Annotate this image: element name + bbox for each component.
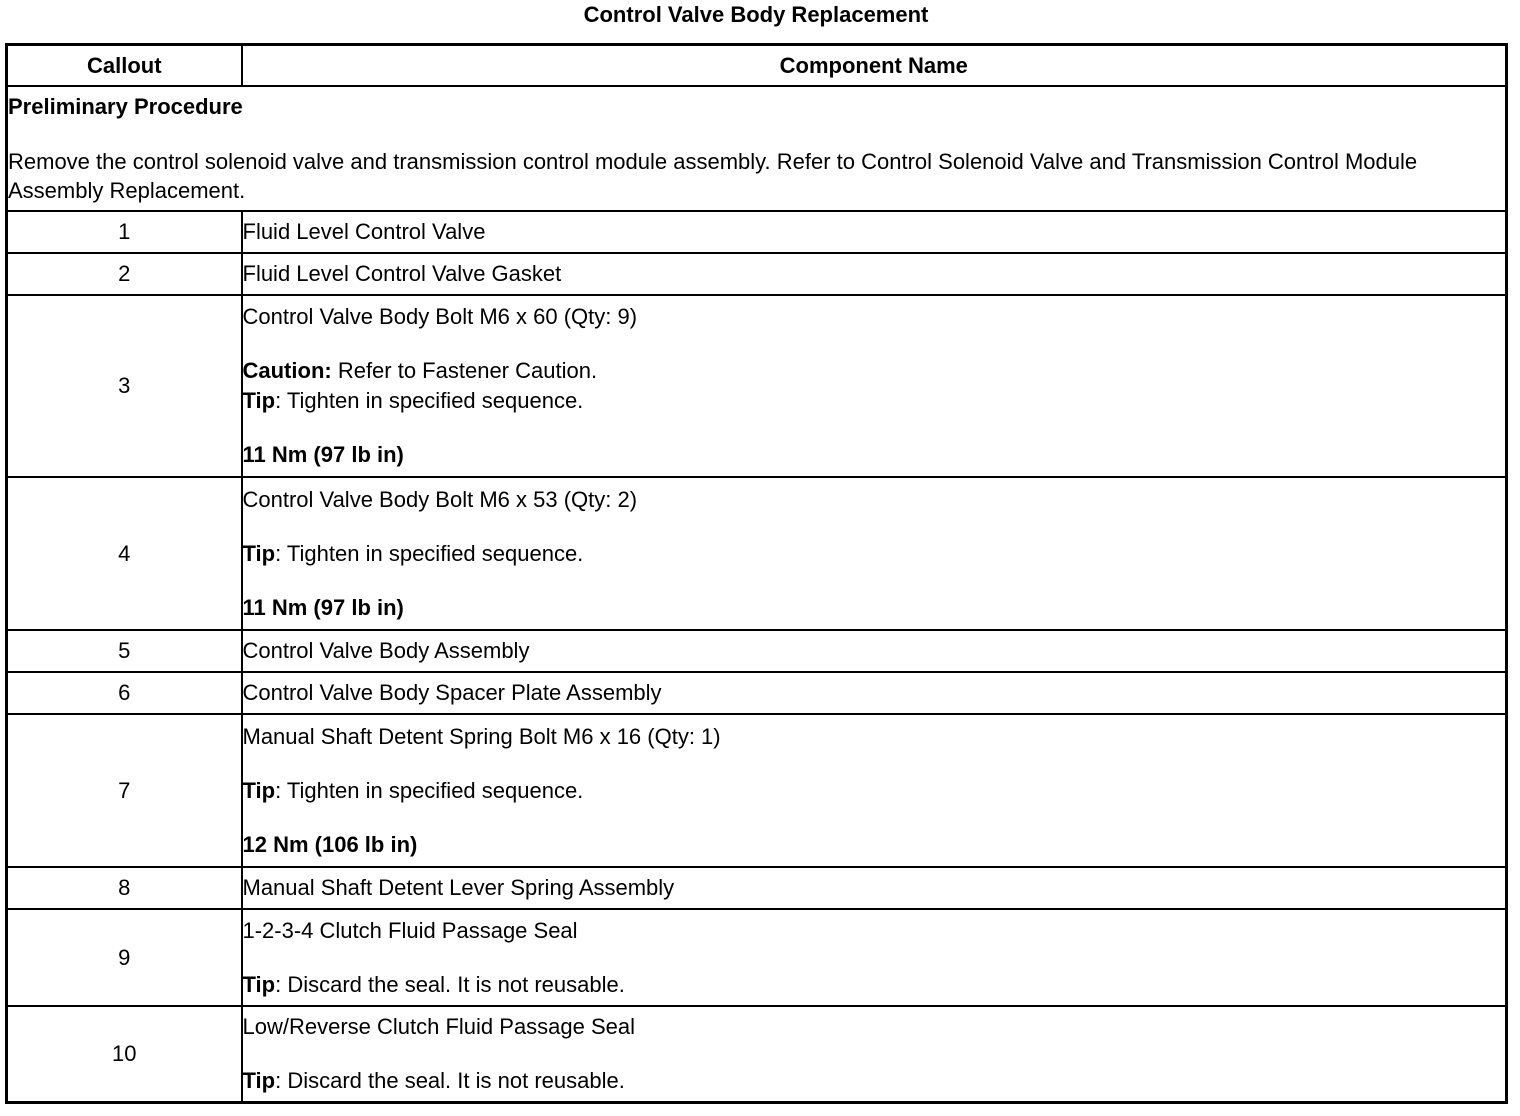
component-name: Manual Shaft Detent Lever Spring Assembly: [242, 867, 1507, 909]
callout-number: 9: [7, 909, 242, 1006]
tip-note: [243, 386, 1506, 416]
component-name-cell: [242, 295, 1507, 477]
table-row: [7, 295, 1507, 477]
tip-note: [243, 539, 1506, 569]
tip-text: : Tighten in specified sequence.: [275, 540, 584, 566]
component-name-cell: [242, 714, 1507, 867]
tip-text: : Tighten in specified sequence.: [275, 777, 584, 803]
table-row: [7, 630, 1507, 672]
table-row: [7, 714, 1507, 867]
caution-note: [243, 356, 1506, 386]
table-row: [7, 1006, 1507, 1102]
table-row: [7, 477, 1507, 630]
component-name: Fluid Level Control Valve Gasket: [242, 253, 1507, 295]
callout-number: 6: [7, 672, 242, 714]
component-name: Fluid Level Control Valve: [242, 211, 1507, 253]
tip-text: : Discard the seal. It is not reusable.: [275, 1067, 625, 1093]
preliminary-procedure-text: Remove the control solenoid valve and transmission control module assembly. Refer to Control Solenoid Valve and Transmission Control Module Assembly Replacement.: [8, 149, 1418, 203]
table-header-row: [7, 45, 1507, 87]
component-name: Control Valve Body Bolt M6 x 60 (Qty: 9): [242, 304, 638, 329]
preliminary-procedure-row: [7, 86, 1507, 211]
component-name: Control Valve Body Spacer Plate Assembly: [242, 672, 1507, 714]
torque-spec: 11 Nm (97 lb in): [242, 594, 404, 620]
table-row: [7, 253, 1507, 295]
callout-number: 8: [7, 867, 242, 909]
table-row: [7, 909, 1507, 1006]
caution-text: Refer to Fastener Caution.: [331, 358, 598, 383]
tip-label: Tip: [242, 388, 276, 413]
callout-number: 3: [7, 295, 242, 477]
tip-note: [243, 970, 1506, 1000]
component-name-cell: [242, 909, 1507, 1006]
component-name-column-header: Component Name: [242, 45, 1507, 87]
component-name: Low/Reverse Clutch Fluid Passage Seal: [242, 1013, 636, 1039]
tip-label: Tip: [242, 1067, 276, 1093]
component-name: Control Valve Body Bolt M6 x 53 (Qty: 2): [242, 486, 638, 512]
callout-number: 10: [7, 1006, 242, 1102]
page-title: Control Valve Body Replacement: [583, 2, 929, 27]
component-name-cell: [242, 477, 1507, 630]
table-row: [7, 211, 1507, 253]
component-table: [5, 43, 1508, 1104]
torque-spec: 12 Nm (106 lb in): [242, 831, 418, 857]
table-row: [7, 672, 1507, 714]
tip-text: : Tighten in specified sequence.: [275, 388, 584, 413]
callout-number: 7: [7, 714, 242, 867]
component-name-cell: [242, 1006, 1507, 1102]
callout-number: 1: [7, 211, 242, 253]
preliminary-procedure-heading: Preliminary Procedure: [8, 94, 243, 119]
tip-label: Tip: [242, 777, 276, 803]
callout-number: 5: [7, 630, 242, 672]
tip-text: : Discard the seal. It is not reusable.: [275, 971, 625, 997]
tip-label: Tip: [242, 540, 276, 566]
tip-note: [243, 1066, 1506, 1096]
tip-note: [243, 776, 1506, 806]
component-name: 1-2-3-4 Clutch Fluid Passage Seal: [242, 917, 578, 943]
tip-label: Tip: [242, 971, 276, 997]
torque-spec: 11 Nm (97 lb in): [242, 442, 404, 467]
caution-label: Caution:: [242, 358, 332, 383]
callout-column-header: Callout: [7, 45, 242, 87]
component-name: Control Valve Body Assembly: [242, 630, 1507, 672]
preliminary-procedure-cell: [7, 86, 1507, 211]
callout-number: 4: [7, 477, 242, 630]
callout-number: 2: [7, 253, 242, 295]
component-name: Manual Shaft Detent Spring Bolt M6 x 16 (Qty: 1): [242, 723, 721, 749]
table-row: [7, 867, 1507, 909]
